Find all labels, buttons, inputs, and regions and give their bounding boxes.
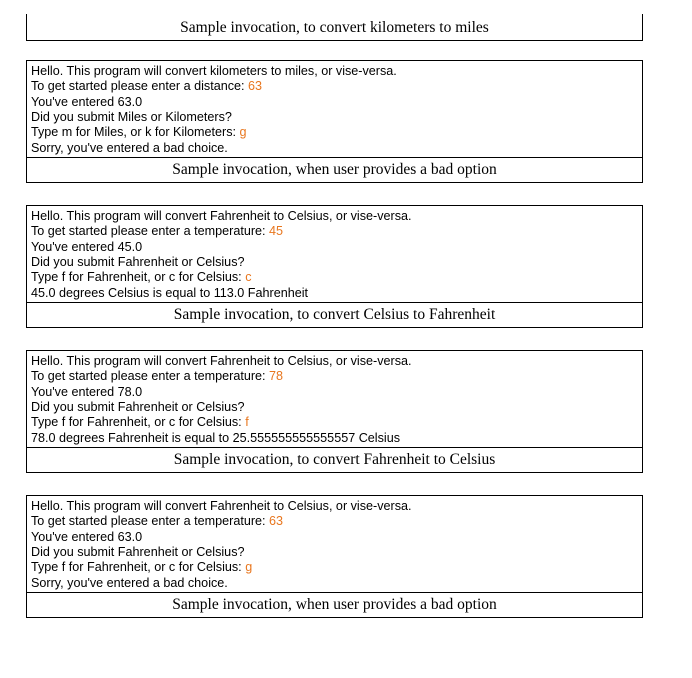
sample-caption: Sample invocation, to convert Celsius to Fahrenheit <box>27 302 642 327</box>
console-line: Hello. This program will convert Fahrenheit to Celsius, or vise-versa. <box>31 209 412 223</box>
console-line: To get started please enter a temperature: 45 <box>31 224 284 239</box>
console-line: Type f for Fahrenheit, or c for Celsius: g <box>31 560 253 575</box>
sample-caption: Sample invocation, to convert Fahrenheit to Celsius <box>27 447 642 472</box>
console-line: You've entered 63.0 <box>31 94 143 109</box>
console-line: Hello. This program will convert Fahrenheit to Celsius, or vise-versa. <box>31 499 412 513</box>
console-line: Type m for Miles, or k for Kilometers: g <box>31 125 247 140</box>
user-input-value: 63 <box>269 514 284 529</box>
console-output <box>27 206 642 302</box>
console-line: Hello. This program will convert Fahrenheit to Celsius, or vise-versa. <box>31 354 412 368</box>
user-input-value: 45 <box>269 224 284 239</box>
sample-caption: Sample invocation, when user provides a bad option <box>27 592 642 617</box>
sample-panel-fahrenheit-to-celsius <box>26 350 643 473</box>
console-line: Hello. This program will convert kilometers to miles, or vise-versa. <box>31 64 397 78</box>
console-line: You've entered 78.0 <box>31 384 143 399</box>
console-line: To get started please enter a temperature: 63 <box>31 514 284 529</box>
console-line: Type f for Fahrenheit, or c for Celsius: f <box>31 415 249 430</box>
console-line: To get started please enter a distance: 63 <box>31 79 263 94</box>
sample-panel-km-bad-option <box>26 60 643 183</box>
console-line: Did you submit Fahrenheit or Celsius? <box>31 400 245 415</box>
sample-panel-celsius-to-fahrenheit <box>26 205 643 328</box>
console-line: To get started please enter a temperature: 78 <box>31 369 284 384</box>
console-line: Sorry, you've entered a bad choice. <box>31 140 228 155</box>
user-input-value: g <box>245 560 253 575</box>
console-output <box>27 351 642 447</box>
console-line: Did you submit Miles or Kilometers? <box>31 110 232 125</box>
console-line: You've entered 63.0 <box>31 529 143 544</box>
console-output <box>27 61 642 157</box>
console-line: Did you submit Fahrenheit or Celsius? <box>31 255 245 270</box>
console-line: You've entered 45.0 <box>31 239 143 254</box>
console-output <box>27 496 642 592</box>
user-input-value: g <box>239 125 247 140</box>
user-input-value: c <box>245 270 252 285</box>
console-line: Did you submit Fahrenheit or Celsius? <box>31 545 245 560</box>
user-input-value: 78 <box>269 369 284 384</box>
sample-panel-temperature-bad-option <box>26 495 643 618</box>
user-input-value: 63 <box>248 79 263 94</box>
console-line: Sorry, you've entered a bad choice. <box>31 575 228 590</box>
console-line: Type f for Fahrenheit, or c for Celsius: c <box>31 270 252 285</box>
sample-caption: Sample invocation, when user provides a bad option <box>27 157 642 182</box>
user-input-value: f <box>245 415 249 430</box>
console-line: 78.0 degrees Fahrenheit is equal to 25.555555555555557 Celsius <box>31 430 400 445</box>
console-line: 45.0 degrees Celsius is equal to 113.0 Fahrenheit <box>31 285 309 300</box>
intro-caption: Sample invocation, to convert kilometers to miles <box>26 14 643 41</box>
